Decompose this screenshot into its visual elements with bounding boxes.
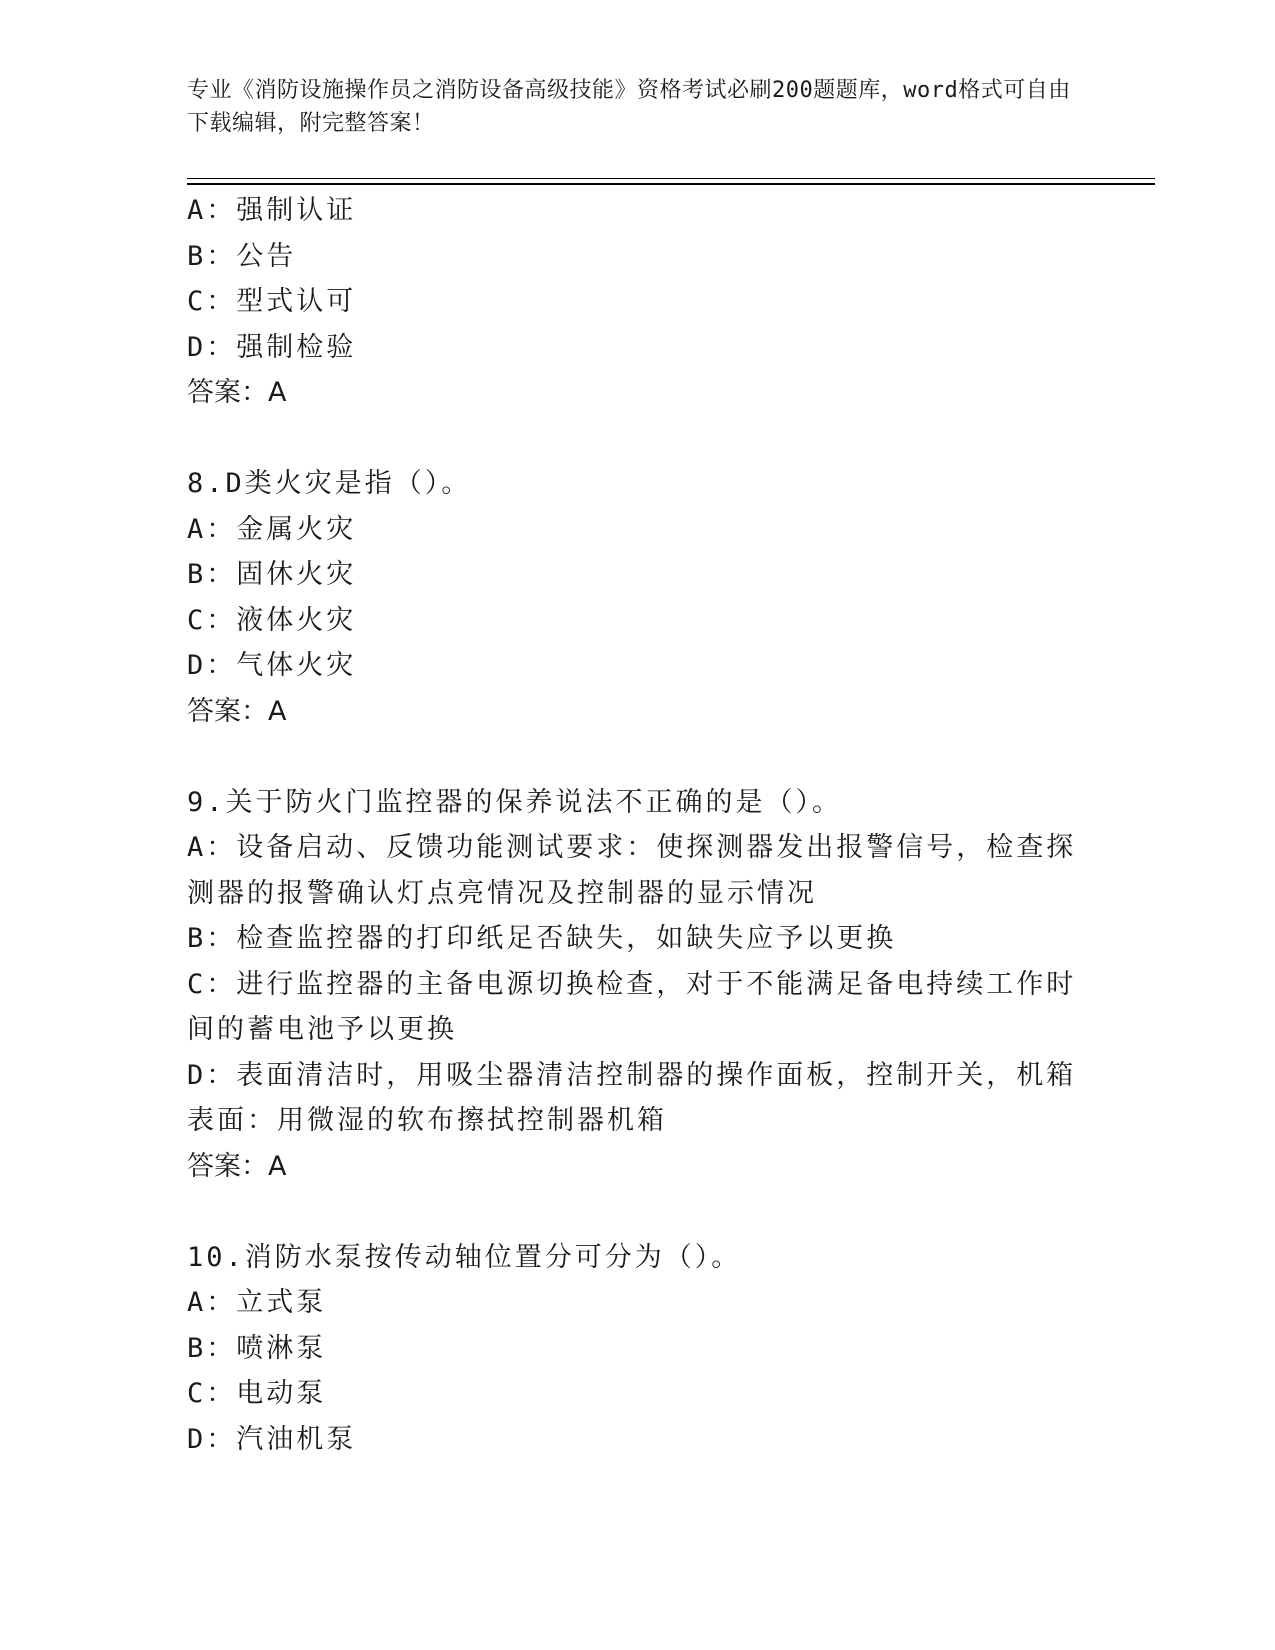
option-a: A：设备启动、反馈功能测试要求：使探测器发出报警信号，检查探测器的报警确认灯点亮情况及控制器的显示情况 (187, 832, 1077, 909)
option-a: A：立式泵 (187, 1287, 327, 1318)
question-8 (187, 461, 1087, 734)
header-rule-thin (187, 178, 1155, 179)
header-rule-thick (187, 183, 1155, 185)
question-10 (187, 1235, 1087, 1463)
document-header: 专业《消防设施操作员之消防设备高级技能》资格考试必刷200题题库，word格式可自由下载编辑，附完整答案！ (187, 78, 1071, 136)
question-7-tail (187, 188, 1087, 416)
question-stem: 8.D类火灾是指（）。 (187, 468, 472, 499)
option-a: A：强制认证 (187, 195, 357, 226)
option-b: B：检查监控器的打印纸足否缺失，如缺失应予以更换 (187, 923, 897, 954)
option-c: C：进行监控器的主备电源切换检查，对于不能满足备电持续工作时间的蓄电池予以更换 (187, 968, 1077, 1045)
option-b: B：公告 (187, 240, 297, 272)
question-stem: 10.消防水泵按传动轴位置分可分为（）。 (187, 1241, 742, 1273)
option-a: A：金属火灾 (187, 513, 357, 545)
question-content (187, 188, 1087, 1462)
answer-line: 答案：A (187, 377, 287, 408)
option-b: B：固休火灾 (187, 559, 357, 590)
option-d: D：表面清洁时，用吸尘器清洁控制器的操作面板，控制开关，机箱表面：用微湿的软布擦拭控制器机箱 (187, 1059, 1077, 1136)
option-d: D：强制检验 (187, 331, 357, 363)
option-c: C：电动泵 (187, 1378, 327, 1409)
answer-line: 答案：A (187, 695, 287, 727)
option-c: C：型式认可 (187, 286, 357, 317)
option-d: D：气体火灾 (187, 650, 357, 681)
spacer (187, 416, 1087, 462)
answer-line: 答案：A (187, 1150, 287, 1182)
option-c: C：液体火灾 (187, 604, 357, 636)
spacer (187, 734, 1087, 780)
option-b: B：喷淋泵 (187, 1332, 327, 1364)
question-stem: 9.关于防火门监控器的保养说法不正确的是（）。 (187, 786, 843, 818)
option-d: D：汽油机泵 (187, 1423, 357, 1455)
question-9 (187, 780, 1087, 1190)
spacer (187, 1189, 1087, 1235)
